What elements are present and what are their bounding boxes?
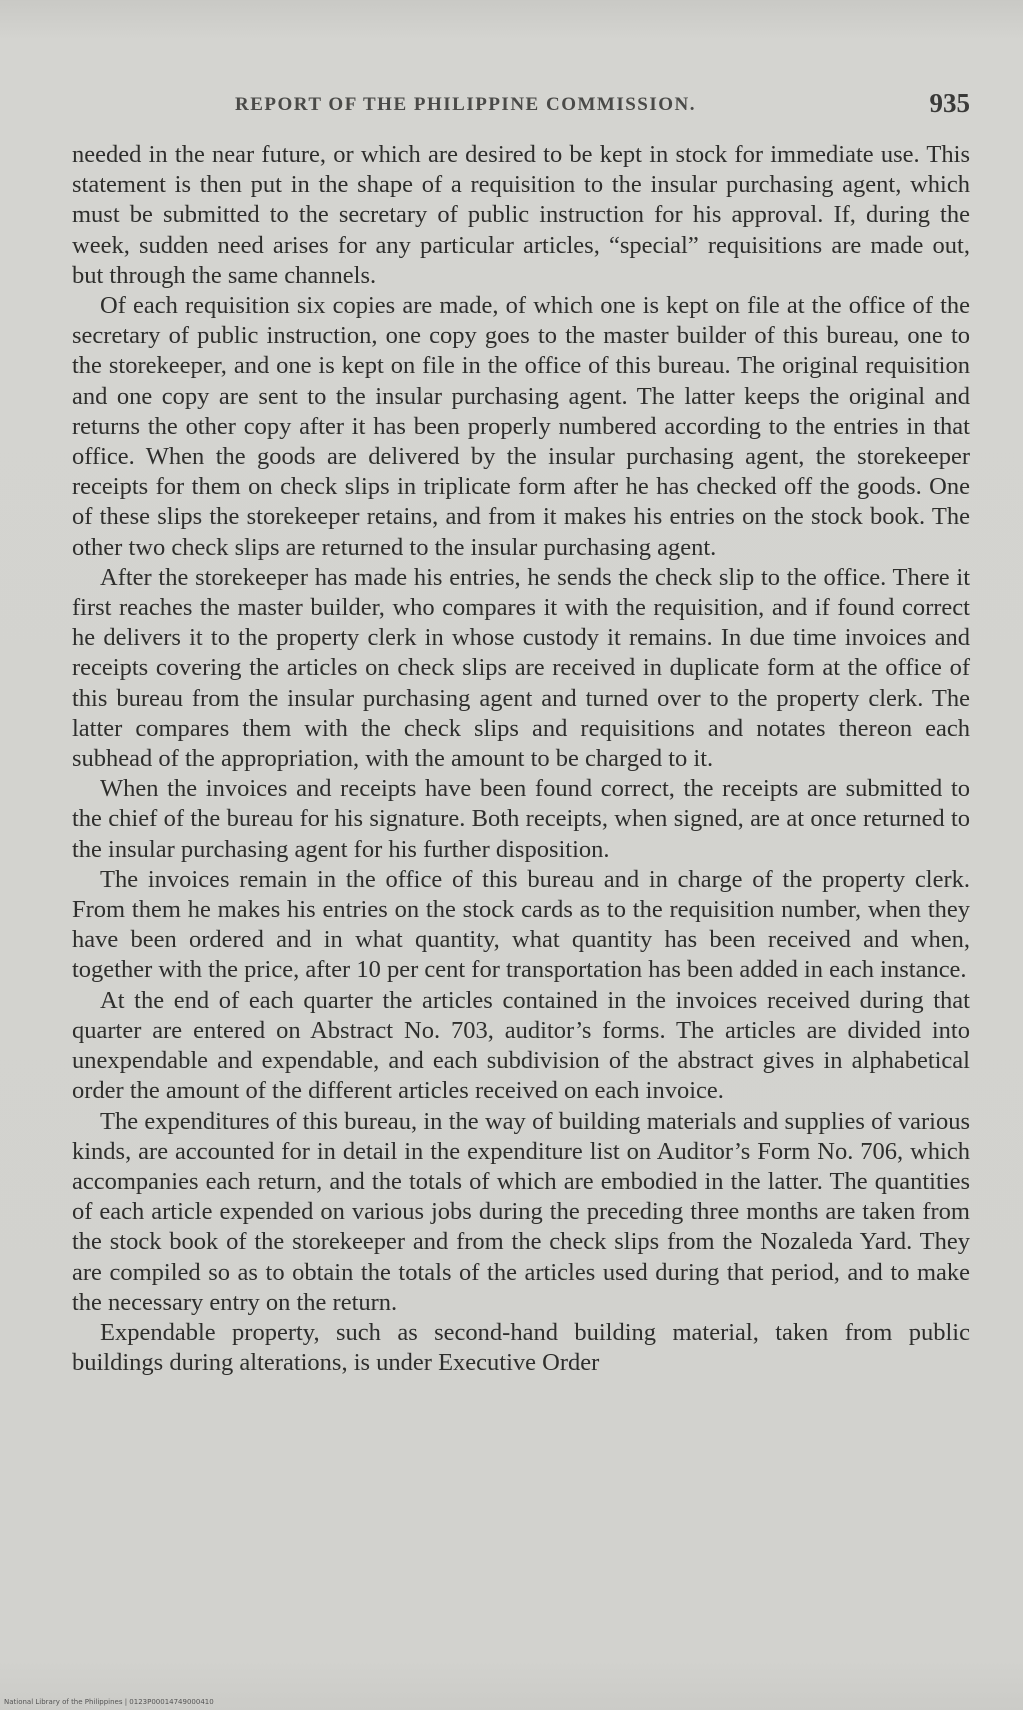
paragraph-4: When the invoices and receipts have been found correct, the receipts are submitted to the chief of the bureau for his signature. Both receipts, when signed, are at once returned to the insular purchasing agent for his further disposition. bbox=[72, 775, 970, 863]
page-number: 935 bbox=[929, 88, 970, 118]
paragraph-7: The expenditures of this bureau, in the way of building materials and supplies of various kinds, are accounted for in detail in the expenditure list on Auditor’s Form No. 706, which accompanies each return, and the totals of which are embodied in the latter. The quantities of each article expended on various jobs during the preceding three months are taken from the stock book of the storekeeper and from the check slips from the Nozaleda Yard. They are compiled so as to obtain the totals of the articles used during that period, and to make the necessary entry on the return. bbox=[72, 1107, 970, 1316]
paragraph-3: After the storekeeper has made his entries, he sends the check slip to the office. There it first reaches the master builder, who compares it with the requisition, and if found correct he delivers it to the property clerk in whose custody it remains. In due time invoices and receipts covering the articles on check slips are received in duplicate form at the office of this bureau from the insular purchasing agent and turned over to the property clerk. The latter compares them with the check slips and requisitions and notates thereon each subhead of the appropriation, with the amount to be charged to it. bbox=[72, 563, 970, 773]
paragraph-5: The invoices remain in the office of this bureau and in charge of the property clerk. From them he makes his entries on the stock cards as to the requisition number, when they have been ordered and in what quantity, what quantity has been received and when, together with the price, after 10 per cent for transportation has been added in each instance. bbox=[72, 865, 970, 984]
paragraph-6: At the end of each quarter the articles contained in the invoices received during that quarter are entered on Abstract No. 703, auditor’s forms. The articles are divided into unexpendable and expendable, and each subdivision of the abstract gives in alphabetical order the amount of the different articles received on each invoice. bbox=[72, 986, 970, 1105]
paragraph-8: Expendable property, such as second-hand building material, taken from public buildings during alterations, is under Executive Order bbox=[72, 1318, 970, 1377]
scan-credit: National Library of the Philippines | 0123P00014749000410 bbox=[4, 1698, 214, 1706]
paragraph-2: Of each requisition six copies are made, of which one is kept on file at the office of the secretary of public instruction, one copy goes to the master builder of this bureau, one to the storekeeper, and one is kept on file in the office of this bureau. The original requisition and one copy are sent to the insular purchasing agent. The latter keeps the original and returns the other copy after it has been properly numbered according to the entries in that office. When the goods are delivered by the insular purchasing agent, the storekeeper receipts for them on check slips in triplicate form after he has checked off the goods. One of these slips the storekeeper retains, and from it makes his entries on the stock book. The other two check slips are returned to the insular purchasing agent. bbox=[72, 292, 970, 561]
page-header bbox=[75, 88, 970, 122]
paragraph-1: needed in the near future, or which are desired to be kept in stock for immediate use. This statement is then put in the shape of a requisition to the insular purchasing agent, which must be submitted to the secretary of public instruction for his approval. If, during the week, sudden need arises for any particular articles, “special” requisitions are made out, but through the same channels. bbox=[72, 141, 970, 289]
running-head: REPORT OF THE PHILIPPINE COMMISSION. bbox=[235, 94, 697, 115]
body-text bbox=[72, 140, 970, 1378]
